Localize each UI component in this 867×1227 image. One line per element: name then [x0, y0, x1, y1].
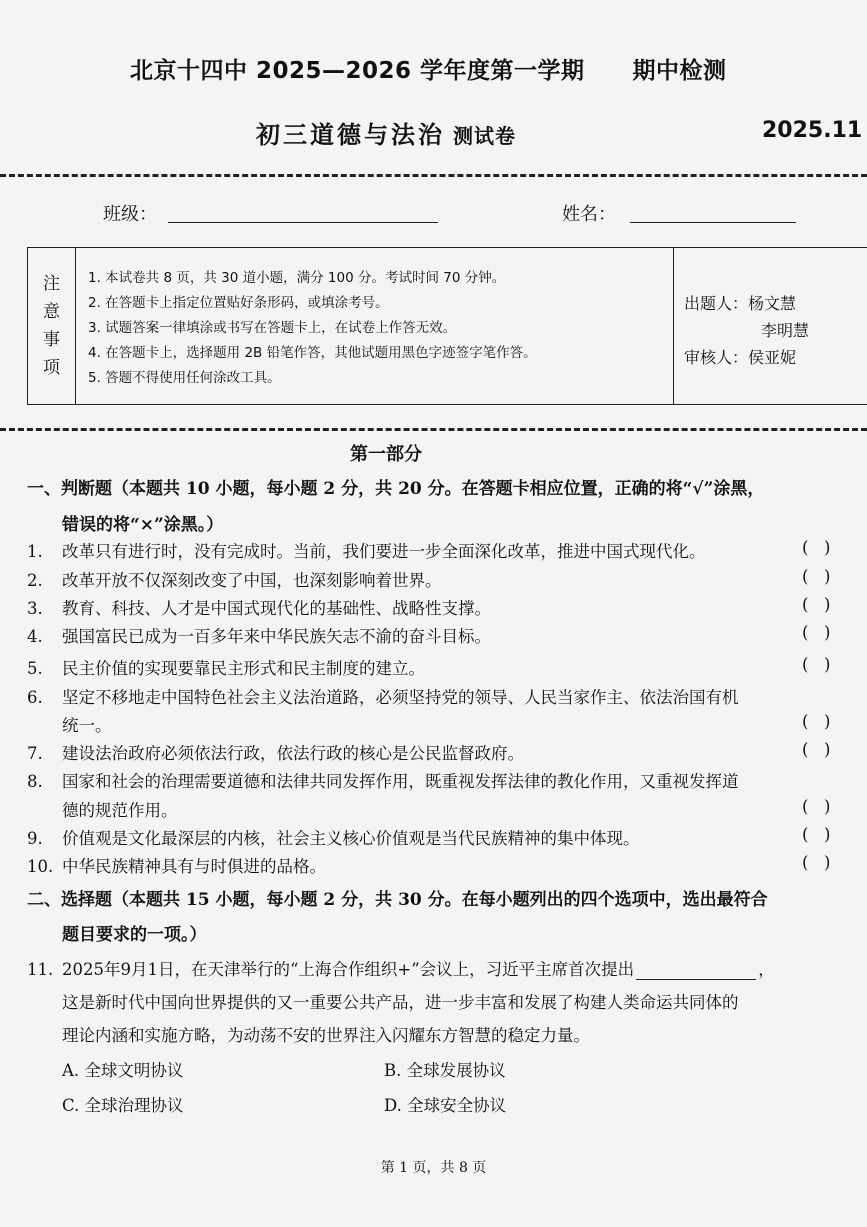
authors-label: 出题人： — [684, 294, 749, 313]
answer-paren-5[interactable]: ( ) — [802, 655, 831, 674]
subject-name: 初三道德与法治 — [256, 120, 445, 149]
question-8: 8. 国家和社会的治理需要道德和法律共同发挥作用，既重视发挥法律的教化作用，又重视发挥道 — [27, 772, 739, 791]
exam-type: 期中检测 — [632, 58, 727, 84]
answer-paren-9[interactable]: ( ) — [802, 825, 831, 844]
option-a[interactable]: A. 全球文明协议 — [62, 1061, 184, 1080]
answer-paren-3[interactable]: ( ) — [802, 595, 831, 614]
question-8-cont: 德的规范作用。 — [62, 801, 178, 820]
question-11: 11. 2025年9月1日，在天津举行的“上海合作组织+”会议上，习近平主席首次提出 ， — [27, 960, 775, 979]
notice-item: 1. 本试卷共 8 页，共 30 道小题，满分 100 分。考试时间 70 分钟。 — [88, 270, 506, 286]
answer-paren-1[interactable]: ( ) — [802, 538, 831, 557]
paper-type: 测试卷 — [453, 124, 516, 148]
question-9: 9. 价值观是文化最深层的内核，社会主义核心价值观是当代民族精神的集中体现。 — [27, 829, 640, 848]
question-3: 3. 教育、科技、人才是中国式现代化的基础性、战略性支撑。 — [27, 599, 491, 618]
notice-heading: 注 意 事 项 — [28, 248, 76, 404]
notice-item: 2. 在答题卡上指定位置贴好条形码，或填涂考号。 — [88, 295, 389, 311]
option-c[interactable]: C. 全球治理协议 — [62, 1096, 184, 1115]
question-2: 2. 改革开放不仅深刻改变了中国，也深刻影响着世界。 — [27, 571, 442, 590]
notice-item: 3. 试题答案一律填涂或书写在答题卡上，在试卷上作答无效。 — [88, 320, 457, 336]
notice-box — [27, 247, 867, 405]
notice-list — [88, 266, 537, 391]
section-heading-choice-cont: 题目要求的一项。） — [62, 925, 207, 945]
part-title: 第一部分 — [350, 444, 422, 465]
question-11-line3: 理论内涵和实施方略，为动荡不安的世界注入闪耀东方智慧的稳定力量。 — [62, 1026, 590, 1045]
answer-blank[interactable] — [636, 965, 756, 980]
exam-date: 2025.11 — [762, 118, 863, 143]
exam-header-title — [130, 52, 727, 85]
reviewer-name: 侯亚妮 — [748, 348, 797, 367]
question-11-line2: 这是新时代中国向世界提供的又一重要公共产品，进一步丰富和发展了构建人类命运共同体的 — [62, 993, 739, 1012]
question-4: 4. 强国富民已成为一百多年来中华民族矢志不渝的奋斗目标。 — [27, 627, 491, 646]
answer-paren-10[interactable]: ( ) — [802, 853, 831, 872]
section-heading-choice: 二、选择题（本题共 15 小题，每小题 2 分，共 30 分。在每小题列出的四个选项中，选出最符合 — [27, 890, 768, 910]
question-6-cont: 统一。 — [62, 716, 112, 735]
notice-item: 5. 答题不得使用任何涂改工具。 — [88, 370, 281, 386]
section-heading-judge-cont: 错误的将“×”涂黑。） — [62, 515, 224, 535]
question-10: 10. 中华民族精神具有与时俱进的品格。 — [27, 857, 326, 876]
question-7: 7. 建设法治政府必须依法行政，依法行政的核心是公民监督政府。 — [27, 744, 524, 763]
name-label: 姓名： — [562, 204, 616, 225]
class-field[interactable] — [168, 222, 438, 223]
notice-item: 4. 在答题卡上，选择题用 2B 铅笔作答，其他试题用黑色字迹签字笔作答。 — [88, 345, 537, 361]
answer-paren-2[interactable]: ( ) — [802, 567, 831, 586]
class-label: 班级： — [103, 204, 157, 225]
name-field[interactable] — [630, 222, 796, 223]
subject-title — [256, 115, 516, 150]
reviewer-label: 审核人： — [684, 348, 749, 367]
author-name: 李明慧 — [761, 321, 810, 340]
authors-panel — [673, 248, 867, 404]
author-name: 杨文慧 — [748, 294, 797, 313]
school-term: 北京十四中 2025—2026 学年度第一学期 — [130, 58, 585, 84]
answer-paren-8[interactable]: ( ) — [802, 797, 831, 816]
answer-paren-4[interactable]: ( ) — [802, 623, 831, 642]
option-b[interactable]: B. 全球发展协议 — [384, 1061, 506, 1080]
section-heading-judge: 一、判断题（本题共 10 小题，每小题 2 分，共 20 分。在答题卡相应位置，正确的将“√”涂黑， — [27, 479, 765, 499]
answer-paren-6[interactable]: ( ) — [802, 712, 831, 731]
question-6: 6. 坚定不移地走中国特色社会主义法治道路，必须坚持党的领导、人民当家作主、依法治国有机 — [27, 688, 739, 707]
answer-paren-7[interactable]: ( ) — [802, 740, 831, 759]
divider-bottom — [0, 428, 867, 431]
divider-top — [0, 174, 867, 177]
page-footer: 第 1 页，共 8 页 — [380, 1160, 487, 1176]
question-5: 5. 民主价值的实现要靠民主形式和民主制度的建立。 — [27, 659, 425, 678]
option-d[interactable]: D. 全球安全协议 — [384, 1096, 507, 1115]
question-1: 1. 改革只有进行时，没有完成时。当前，我们要进一步全面深化改革，推进中国式现代化。 — [27, 542, 706, 561]
